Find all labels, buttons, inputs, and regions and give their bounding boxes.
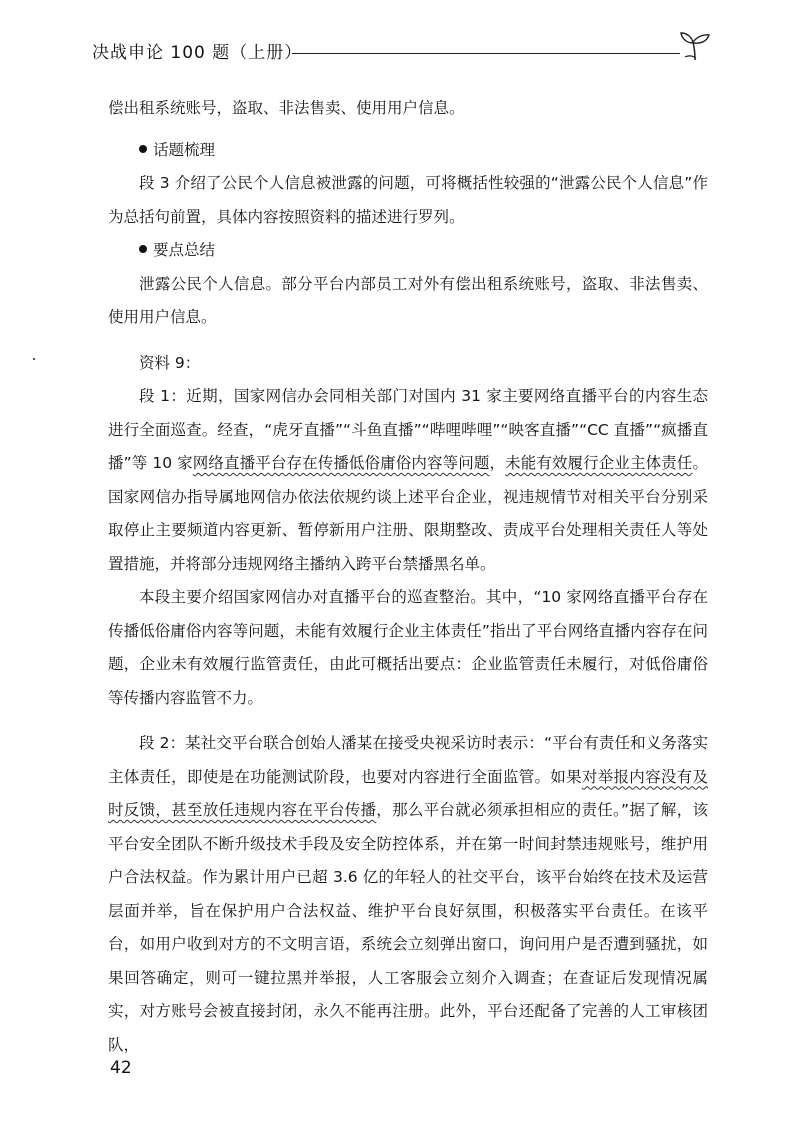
page-number: 42 (110, 1058, 132, 1078)
text-run: 段 2：某社交平台联合创始人潘某在接受央视采访时表示：“平台有责任和义务落实主体责任，即使是在功能测试阶段，也要对内容进行全面监管。如果 (108, 734, 708, 786)
text-run: 。国家网信办指导属地网信办依法依规约谈上述平台企业，视违规情节对相关平台分别采取停止主要频道内容更新、暂停新用户注册、限期整改、责成平台处理相关责任人等处置措施，并将部分违规网络主播纳入跨平台禁播黑名单。 (108, 454, 708, 573)
wavy-underlined-text: 网络直播平台存在传播低俗庸俗内容等问题 (192, 454, 490, 472)
summary-heading: 要点总结 (153, 241, 216, 259)
paragraph (108, 727, 708, 1062)
paragraph (108, 380, 708, 581)
section-heading (108, 234, 708, 268)
sprout-icon (677, 28, 713, 62)
bullet-icon (139, 245, 147, 253)
header-rule (292, 53, 680, 54)
book-title: 决战申论 100 题（上册） (92, 43, 303, 63)
material-label: 资料 9： (139, 353, 201, 372)
text-run: 段 1：近期，国家网信办会同相关部门对国内 31 家主要网络直播平台的内容生态进行全面巡查。经查，“虎牙直播”“斗鱼直播”“哔哩哔哩”“映客直播”“CC 直播”“疯播直播”等 10 家 (108, 387, 708, 472)
text-run: ， (489, 454, 506, 472)
margin-mark (33, 358, 35, 360)
wavy-underlined-text: 对举报内容没有及时反馈，甚至放任违规内容在平台传播 (108, 767, 708, 819)
running-header (92, 34, 712, 64)
wavy-underlined-text: 未能有效履行企业主体责任 (505, 454, 693, 472)
paragraph: 本段主要介绍国家网信办对直播平台的巡查整治。其中，“10 家网络直播平台存在传播低俗庸俗内容等问题，未能有效履行企业主体责任”指出了平台网络直播内容存在问题，企业未有效履行监管责任，由此可概括出要点：企业监管责任未履行，对低俗庸俗等传播内容监管不力。 (108, 588, 708, 707)
section-heading (108, 134, 708, 168)
paragraph: 偿出租系统账号，盗取、非法售卖、使用用户信息。 (108, 99, 465, 117)
topic-heading: 话题梳理 (153, 140, 216, 159)
paragraph: 段 3 介绍了公民个人信息被泄露的问题，可将概括性较强的“泄露公民个人信息”作为总括句前置，具体内容按照资料的描述进行罗列。 (108, 174, 708, 226)
paragraph: 泄露公民个人信息。部分平台内部员工对外有偿出租系统账号，盗取、非法售卖、使用用户信息。 (108, 274, 708, 326)
text-run: ，那么平台就必须承担相应的责任。”据了解，该平台安全团队不断升级技术手段及安全防控体系，并在第一时间封禁违规账号，维护用户合法权益。作为累计用户已超 3.6 亿的年轻人的社交平台，该平台始终在技术及运营层面并举，旨在保护用户合法权益、维护平台良好氛围，积极落实平台责任。在该平台，如用户收到对方的不文明言语，系统会立刻弹出窗口，询问用户是否遭到骚扰，如果回答确定，则可一键拉黑并举报，人工客服会立刻介入调查；在查证后发现情况属实，对方账号会被直接封闭，永久不能再注册。此外，平台还配备了完善的人工审核团队， (108, 801, 708, 1054)
bullet-icon (139, 145, 147, 153)
body-text (108, 92, 708, 1062)
